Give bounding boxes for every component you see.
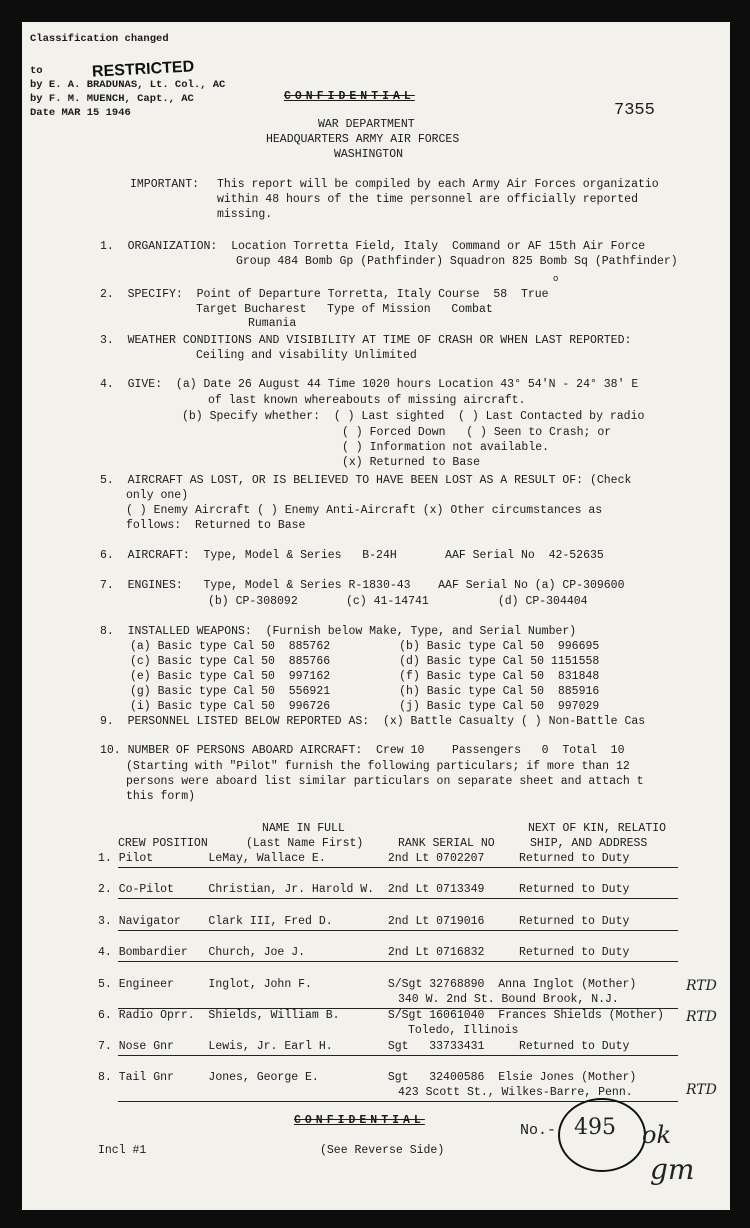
crew-row-4: 4. Bombardier Church, Joe J. 2nd Lt 0716832 Returned to Duty bbox=[98, 946, 630, 959]
item-2-line-1: 2. SPECIFY: Point of Departure Torretta, Italy Course 58 True bbox=[100, 288, 549, 301]
handwritten-initials: gm bbox=[650, 1153, 695, 1186]
row-rule bbox=[118, 867, 678, 868]
weapons-row-5: (i) Basic type Cal 50 996726 (j) Basic type Cal 50 997029 bbox=[130, 700, 600, 713]
important-line-1: This report will be compiled by each Army Air Forces organizatio bbox=[217, 178, 659, 191]
item-1-line-2: Group 484 Bomb Gp (Pathfinder) Squadron 825 Bomb Sq (Pathfinder) bbox=[236, 255, 678, 268]
crew-row-1: 1. Pilot LeMay, Wallace E. 2nd Lt 0702207 Returned to Duty bbox=[98, 852, 630, 865]
item-3-line-1: 3. WEATHER CONDITIONS AND VISIBILITY AT TIME OF CRASH OR WHEN LAST REPORTED: bbox=[100, 334, 632, 347]
important-line-3: missing. bbox=[217, 208, 273, 221]
item-4-line-2: of last known whereabouts of missing aircraft. bbox=[208, 394, 526, 407]
item-9-line-1: 9. PERSONNEL LISTED BELOW REPORTED AS: (x) Battle Casualty ( ) Non-Battle Cas bbox=[100, 715, 646, 728]
item-5-line-4: follows: Returned to Base bbox=[126, 519, 306, 532]
weapons-row-3: (e) Basic type Cal 50 997162 (f) Basic type Cal 50 831848 bbox=[130, 670, 600, 683]
headquarters-title: HEADQUARTERS ARMY AIR FORCES bbox=[266, 133, 460, 146]
classification-line-4: by F. M. MUENCH, Capt., AC bbox=[30, 93, 194, 105]
row-rule bbox=[118, 930, 678, 931]
document-number: 7355 bbox=[614, 101, 655, 120]
crew-row-3: 3. Navigator Clark III, Fred D. 2nd Lt 0719016 Returned to Duty bbox=[98, 915, 630, 928]
item-4-line-6: (x) Returned to Base bbox=[342, 456, 481, 469]
margin-note-rtd-3: RTD bbox=[686, 1082, 717, 1098]
item-5-line-3: ( ) Enemy Aircraft ( ) Enemy Anti-Aircraft (x) Other circumstances as bbox=[126, 504, 603, 517]
item-4-line-4: ( ) Forced Down ( ) Seen to Crash; or bbox=[342, 426, 612, 439]
margin-note-rtd-2: RTD bbox=[686, 1009, 717, 1025]
item-4-line-5: ( ) Information not available. bbox=[342, 441, 550, 454]
item-5-line-2: only one) bbox=[126, 489, 189, 502]
crew-row-7: 7. Nose Gnr Lewis, Jr. Earl H. Sgt 33733431 Returned to Duty bbox=[98, 1040, 630, 1053]
crew-header-name-1: NAME IN FULL bbox=[262, 822, 345, 835]
crew-row-2: 2. Co-Pilot Christian, Jr. Harold W. 2nd Lt 0713349 Returned to Duty bbox=[98, 883, 630, 896]
row-rule bbox=[118, 898, 678, 899]
item-5-line-1: 5. AIRCRAFT AS LOST, OR IS BELIEVED TO HAVE BEEN LOST AS A RESULT OF: (Check bbox=[100, 474, 632, 487]
row-rule bbox=[118, 1008, 678, 1009]
header-confidential: CONFIDENTIAL bbox=[284, 90, 415, 103]
crew-header-kin-1: NEXT OF KIN, RELATIO bbox=[528, 822, 667, 835]
location-title: WASHINGTON bbox=[334, 148, 404, 161]
item-2-degree-mark: o bbox=[553, 274, 559, 284]
crew-header-position: CREW POSITION bbox=[118, 837, 208, 850]
item-10-line-4: this form) bbox=[126, 790, 196, 803]
important-line-2: within 48 hours of the time personnel are officially reported bbox=[217, 193, 638, 206]
classification-line-5: Date MAR 15 1946 bbox=[30, 107, 131, 119]
row-rule bbox=[118, 961, 678, 962]
footer-confidential: CONFIDENTIAL bbox=[294, 1114, 425, 1127]
item-10-line-2: (Starting with "Pilot" furnish the following particulars; if more than 12 bbox=[126, 760, 630, 773]
item-4-line-3: (b) Specify whether: ( ) Last sighted ( ) Last Contacted by radio bbox=[182, 410, 645, 423]
department-title: WAR DEPARTMENT bbox=[318, 118, 415, 131]
important-label: IMPORTANT: bbox=[130, 178, 200, 191]
document-page bbox=[22, 22, 730, 1210]
weapons-row-1: (a) Basic type Cal 50 885762 (b) Basic type Cal 50 996695 bbox=[130, 640, 600, 653]
crew-row-5: 5. Engineer Inglot, John F. S/Sgt 32768890 Anna Inglot (Mother) bbox=[98, 978, 637, 991]
crew-row-8-address: 423 Scott St., Wilkes-Barre, Penn. bbox=[398, 1086, 633, 1099]
handwritten-ok: ok bbox=[642, 1121, 671, 1149]
restricted-stamp: RESTRICTED bbox=[91, 58, 195, 81]
item-10-line-3: persons were aboard list similar particulars on separate sheet and attach t bbox=[126, 775, 644, 788]
item-6-line-1: 6. AIRCRAFT: Type, Model & Series B-24H AAF Serial No 42-52635 bbox=[100, 549, 604, 562]
item-1-line-1: 1. ORGANIZATION: Location Torretta Field, Italy Command or AF 15th Air Force bbox=[100, 240, 646, 253]
crew-header-kin-2: SHIP, AND ADDRESS bbox=[530, 837, 648, 850]
item-8-line-1: 8. INSTALLED WEAPONS: (Furnish below Make, Type, and Serial Number) bbox=[100, 625, 577, 638]
item-7-line-2: (b) CP-308092 (c) 41-14741 (d) CP-304404 bbox=[208, 595, 588, 608]
row-rule bbox=[118, 1055, 678, 1056]
item-4-line-1: 4. GIVE: (a) Date 26 August 44 Time 1020 hours Location 43° 54'N - 24° 38' E bbox=[100, 378, 639, 391]
classification-line-3: by E. A. BRADUNAS, Lt. Col., AC bbox=[30, 79, 226, 91]
crew-row-6-address: Toledo, Illinois bbox=[408, 1024, 519, 1037]
footer-inclosure: Incl #1 bbox=[98, 1144, 147, 1157]
crew-header-rank: RANK SERIAL NO bbox=[398, 837, 495, 850]
classification-line-1: Classification changed bbox=[30, 33, 169, 45]
classification-line-2: to bbox=[30, 65, 43, 77]
margin-note-rtd-1: RTD bbox=[686, 978, 717, 994]
crew-row-5-address: 340 W. 2nd St. Bound Brook, N.J. bbox=[398, 993, 619, 1006]
weapons-row-2: (c) Basic type Cal 50 885766 (d) Basic type Cal 50 1151558 bbox=[130, 655, 600, 668]
item-2-line-3: Rumania bbox=[248, 317, 297, 330]
footer-no-label: No.- bbox=[520, 1122, 557, 1139]
item-3-line-2: Ceiling and visability Unlimited bbox=[196, 349, 417, 362]
crew-row-8: 8. Tail Gnr Jones, George E. Sgt 32400586 Elsie Jones (Mother) bbox=[98, 1071, 637, 1084]
item-2-line-2: Target Bucharest Type of Mission Combat bbox=[196, 303, 493, 316]
weapons-row-4: (g) Basic type Cal 50 556921 (h) Basic type Cal 50 885916 bbox=[130, 685, 600, 698]
circled-number-value: 495 bbox=[574, 1115, 616, 1140]
crew-row-6: 6. Radio Oprr. Shields, William B. S/Sgt 16061040 Frances Shields (Mother) bbox=[98, 1009, 664, 1022]
item-7-line-1: 7. ENGINES: Type, Model & Series R-1830-43 AAF Serial No (a) CP-309600 bbox=[100, 579, 625, 592]
footer-see-reverse: (See Reverse Side) bbox=[320, 1144, 445, 1157]
item-10-line-1: 10. NUMBER OF PERSONS ABOARD AIRCRAFT: Crew 10 Passengers 0 Total 10 bbox=[100, 744, 625, 757]
crew-header-name-2: (Last Name First) bbox=[246, 837, 364, 850]
